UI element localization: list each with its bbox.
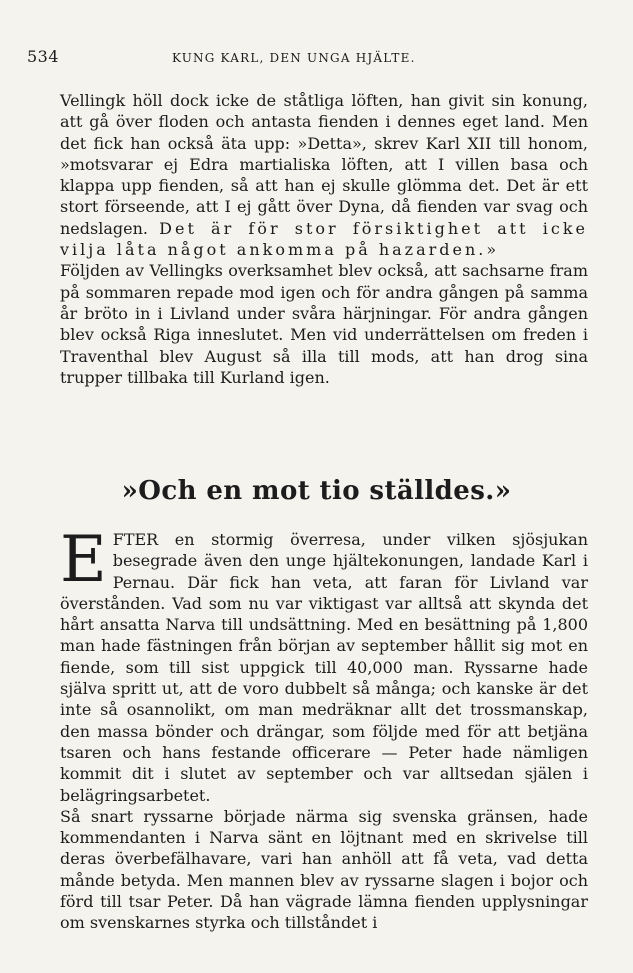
paragraph-vellingk-text: Vellingk höll dock icke de ståtliga löften, han givit sin konung, att gå över floden och antasta fienden i dennes eget land. Men det fick han också äta upp: »Detta», skrev Karl XII till honom, »motsvarar ej Edra martialiska löften, att I villen basa och klappa upp fienden, så att han ej skulle glömma det. Det är ett stort förseende, att I ej gått över Dyna, då fienden var svag och nedslagen.: [60, 91, 588, 238]
text-block-bottom: [60, 523, 588, 934]
paragraph-efter-text: en stormig överresa, under vilken sjösjukan besegrade även den unge hjältekonungen, landade Karl i Pernau. Där fick han veta, att faran för Livland var överstånden. Vad som nu var viktigast var alltså att skynda det hårt ansatta Narva till undsättning. Med en besättning på 1,800 man hade fästningen från början av september hållit sig mot en fiende, som till sist uppgick till 40,000 man. Ryssarne hade själva spritt ut, att de voro dubbelt så många; och kanske är det inte så osannolikt, om man medräknar allt det trossmanskap, den massa bönder och drängar, som följde med för att betjäna tsaren och hans festande officerare — Peter hade nämligen kommit dit i slutet av september och var alltsedan själen i belägringsarbetet.: [60, 530, 588, 805]
section-heading: »Och en mot tio ställdes.»: [121, 476, 512, 506]
paragraph-vellingk: [60, 90, 588, 260]
paragraph-efter: [60, 523, 588, 806]
paragraph-sa-snart: Så snart ryssarne började närma sig svenska gränsen, hade kommendanten i Narva sänt en löjtnant med en skrivelse till deras överbefälhavare, vari han anhöll att få veta, vad detta månde betyda. Men mannen blev av ryssarne slagen i bojor och förd till tsar Peter. Då han vägrade lämna fienden upplysningar om svenskarnes styrka och tillståndet i: [60, 806, 588, 933]
spaced-quote: Det är för stor försiktighet att icke vilja låta något ankomma på hazarden.»: [60, 218, 588, 260]
drop-cap: E: [60, 523, 107, 597]
text-block-top: [60, 90, 588, 388]
page-number: 534: [27, 47, 60, 66]
paragraph-foljden: Följden av Vellingks overksamhet blev också, att sachsarne fram på sommaren repade mod igen och för andra gången på samma år bröto in i Livland under svåra härjningar. För andra gången blev också Riga inneslutet. Men vid underrättelsen om freden i Traventhal blev August så illa till mods, att han drog sina trupper tillbaka till Kurland igen.: [60, 261, 588, 387]
small-caps-lead: FTER: [112, 530, 159, 549]
running-head: KUNG KARL, DEN UNGA HJÄLTE.: [172, 51, 416, 65]
